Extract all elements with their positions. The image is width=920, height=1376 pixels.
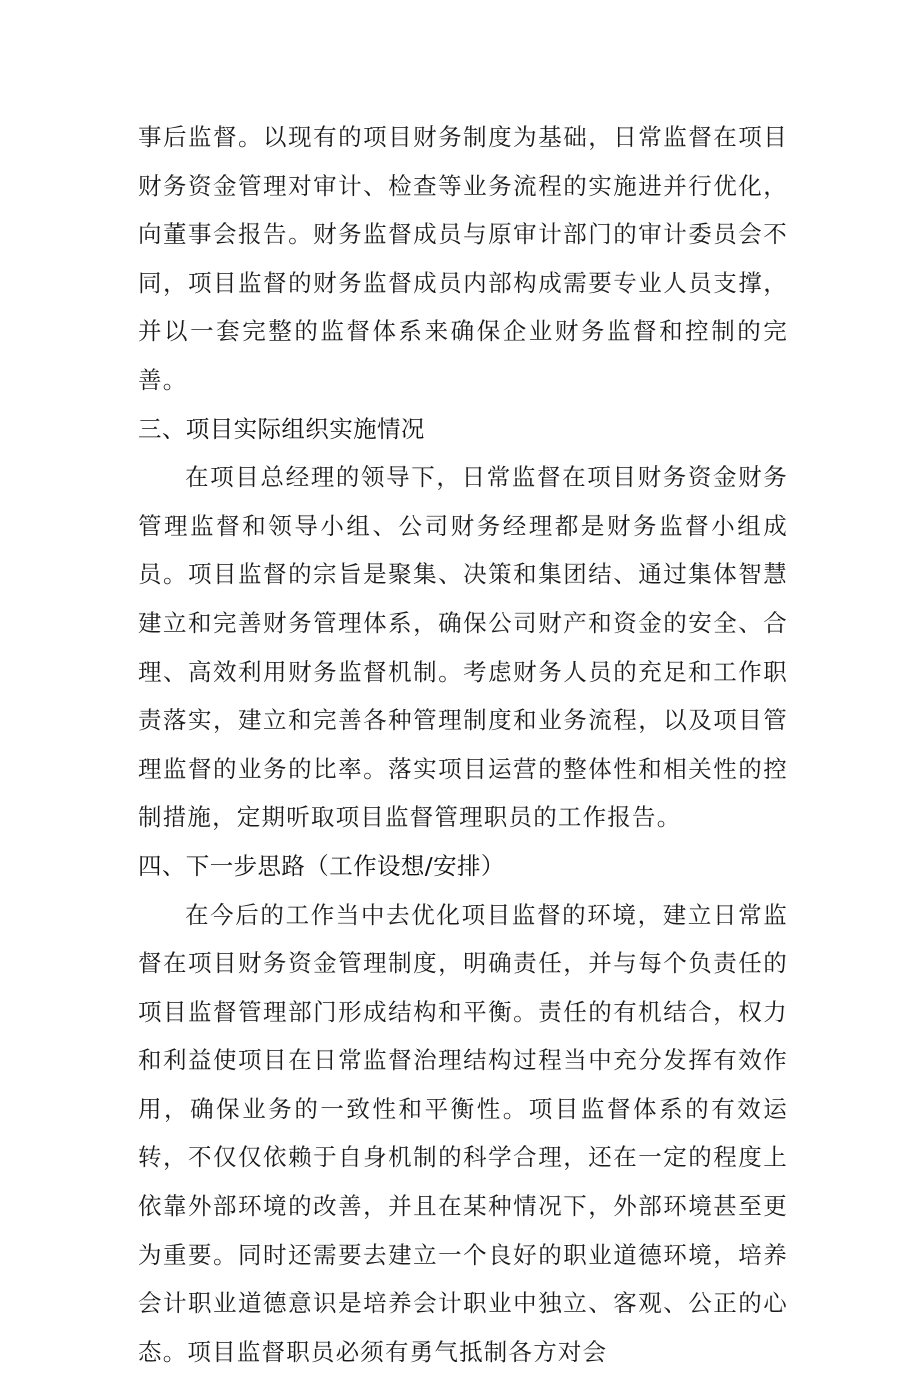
paragraph-implementation: 在项目总经理的领导下，日常监督在项目财务资金财务管理监督和领导小组、公司财务经理都是财务监督小组成员。项目监督的宗旨是聚集、决策和集团结、通过集体智慧建立和完善财务管理体系，确保公司财产和资金的安全、合理、高效利用财务监督机制。考虑财务人员的充足和工作职责落实，建立和完善各种管理制度和业务流程，以及项目管理监督的业务的比率。落实项目运营的整体性和相关性的控制措施，定期听取项目监督管理职员的工作报告。	[138, 453, 788, 842]
document-body	[138, 113, 788, 1376]
section-heading-3: 三、项目实际组织实施情况	[138, 405, 788, 454]
paragraph-next-steps: 在今后的工作当中去优化项目监督的环境，建立日常监督在项目财务资金管理制度，明确责任，并与每个负责任的项目监督管理部门形成结构和平衡。责任的有机结合，权力和利益使项目在日常监督治理结构过程当中充分发挥有效作用，确保业务的一致性和平衡性。项目监督体系的有效运转，不仅仅依赖于自身机制的科学合理，还在一定的程度上依靠外部环境的改善，并且在某种情况下，外部环境甚至更为重要。同时还需要去建立一个良好的职业道德环境，培养会计职业道德意识是培养会计职业中独立、客观、公正的心态。项目监督职员必须有勇气抵制各方对会	[138, 891, 788, 1376]
section-heading-4: 四、下一步思路（工作设想/安排）	[138, 842, 788, 891]
paragraph-continuation: 事后监督。以现有的项目财务制度为基础，日常监督在项目财务资金管理对审计、检查等业务流程的实施进并行优化，向董事会报告。财务监督成员与原审计部门的审计委员会不同，项目监督的财务监督成员内部构成需要专业人员支撑，并以一套完整的监督体系来确保企业财务监督和控制的完善。	[138, 113, 788, 405]
